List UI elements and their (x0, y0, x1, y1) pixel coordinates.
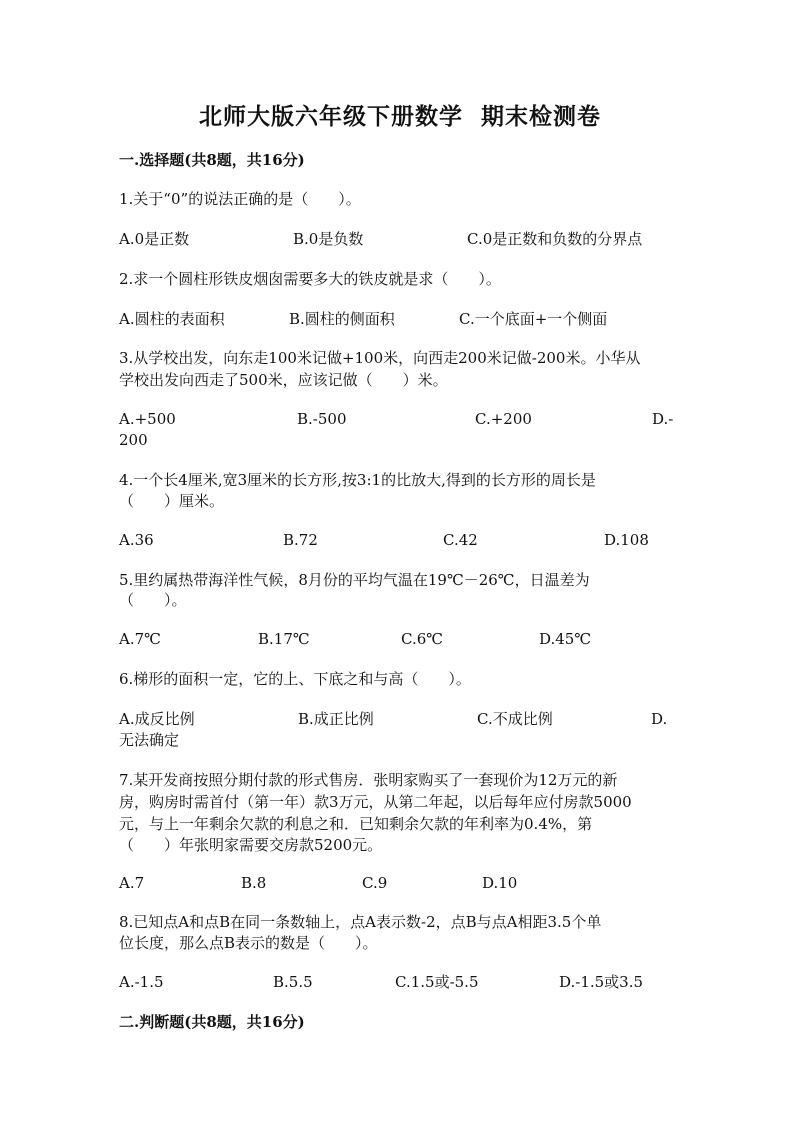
question-5-option-d: D.45℃ (539, 630, 592, 648)
question-5-option-c: C.6℃ (401, 630, 444, 648)
question-3-option-d-wrap: 200 (119, 431, 148, 449)
question-3-option-b: B.-500 (297, 410, 347, 428)
question-7-stem-line-2: 房，购房时需首付（第一年）款3万元，从第二年起，以后每年应付房款5000 (119, 793, 632, 811)
question-3-option-d: D.- (652, 410, 674, 428)
question-2-option-a: A.圆柱的表面积 (119, 310, 225, 328)
question-8-stem-line-1: 8.已知点A和点B在同一条数轴上，点A表示数-2，点B与点A相距3.5个单 (119, 913, 602, 931)
question-5-stem-line-1: 5.里约属热带海洋性气候，8月份的平均气温在19℃－26℃，日温差为 (119, 571, 590, 589)
question-5-option-b: B.17℃ (258, 630, 310, 648)
question-6-option-c: C.不成比例 (477, 710, 553, 728)
page-title: 北师大版六年级下册数学 期末检测卷 (198, 103, 601, 130)
question-2-option-c: C.一个底面+一个侧面 (459, 310, 608, 328)
question-1-option-c: C.0是正数和负数的分界点 (467, 230, 643, 248)
question-7-stem-line-1: 7.某开发商按照分期付款的形式售房．张明家购买了一套现价为12万元的新 (119, 771, 618, 789)
question-1-stem: 1.关于“0”的说法正确的是（ ）。 (119, 190, 361, 208)
question-3-stem-line-2: 学校出发向西走了500米，应该记做（ ）米。 (119, 371, 448, 389)
question-6-option-d-wrap: 无法确定 (119, 731, 180, 749)
question-4-option-c: C.42 (443, 531, 478, 549)
question-6-stem: 6.梯形的面积一定，它的上、下底之和与高（ ）。 (119, 670, 471, 688)
question-6-option-b: B.成正比例 (298, 710, 374, 728)
question-4-option-a: A.36 (119, 531, 154, 549)
question-7-option-b: B.8 (241, 874, 267, 892)
question-2-option-b: B.圆柱的侧面积 (289, 310, 395, 328)
question-3-option-c: C.+200 (475, 410, 532, 428)
question-8-stem-line-2: 位长度，那么点B表示的数是（ ）。 (119, 934, 378, 952)
question-5-stem-line-2: （ ）。 (119, 591, 187, 609)
question-7-option-d: D.10 (482, 874, 518, 892)
question-1-option-b: B.0是负数 (293, 230, 364, 248)
question-8-option-c: C.1.5或-5.5 (395, 973, 479, 991)
section-heading-choice: 一.选择题(共8题，共16分) (119, 151, 305, 169)
question-4-option-b: B.72 (283, 531, 318, 549)
question-6-option-a: A.成反比例 (119, 710, 195, 728)
question-2-stem: 2.求一个圆柱形铁皮烟囱需要多大的铁皮就是求（ ）。 (119, 270, 501, 288)
question-7-option-a: A.7 (119, 874, 145, 892)
question-7-option-c: C.9 (362, 874, 388, 892)
question-3-stem-line-1: 3.从学校出发，向东走100米记做+100米，向西走200米记做-200米。小华从 (119, 349, 641, 367)
question-5-option-a: A.7℃ (119, 630, 161, 648)
question-7-stem-line-4: （ ）年张明家需要交房款5200元。 (119, 836, 383, 854)
question-8-option-b: B.5.5 (273, 973, 313, 991)
question-4-stem-line-1: 4.一个长4厘米,宽3厘米的长方形,按3:1的比放大,得到的长方形的周长是 (119, 471, 596, 489)
question-6-option-d: D. (651, 710, 668, 728)
question-4-option-d: D.108 (604, 531, 649, 549)
question-8-option-a: A.-1.5 (119, 973, 164, 991)
section-heading-judgement: 二.判断题(共8题，共16分) (119, 1013, 305, 1031)
question-8-option-d: D.-1.5或3.5 (559, 973, 644, 991)
question-7-stem-line-3: 元，与上一年剩余欠款的利息之和．已知剩余欠款的年利率为0.4%，第 (119, 815, 593, 833)
question-1-option-a: A.0是正数 (119, 230, 190, 248)
question-3-option-a: A.+500 (119, 410, 176, 428)
question-4-stem-line-2: （ ）厘米。 (119, 492, 225, 510)
